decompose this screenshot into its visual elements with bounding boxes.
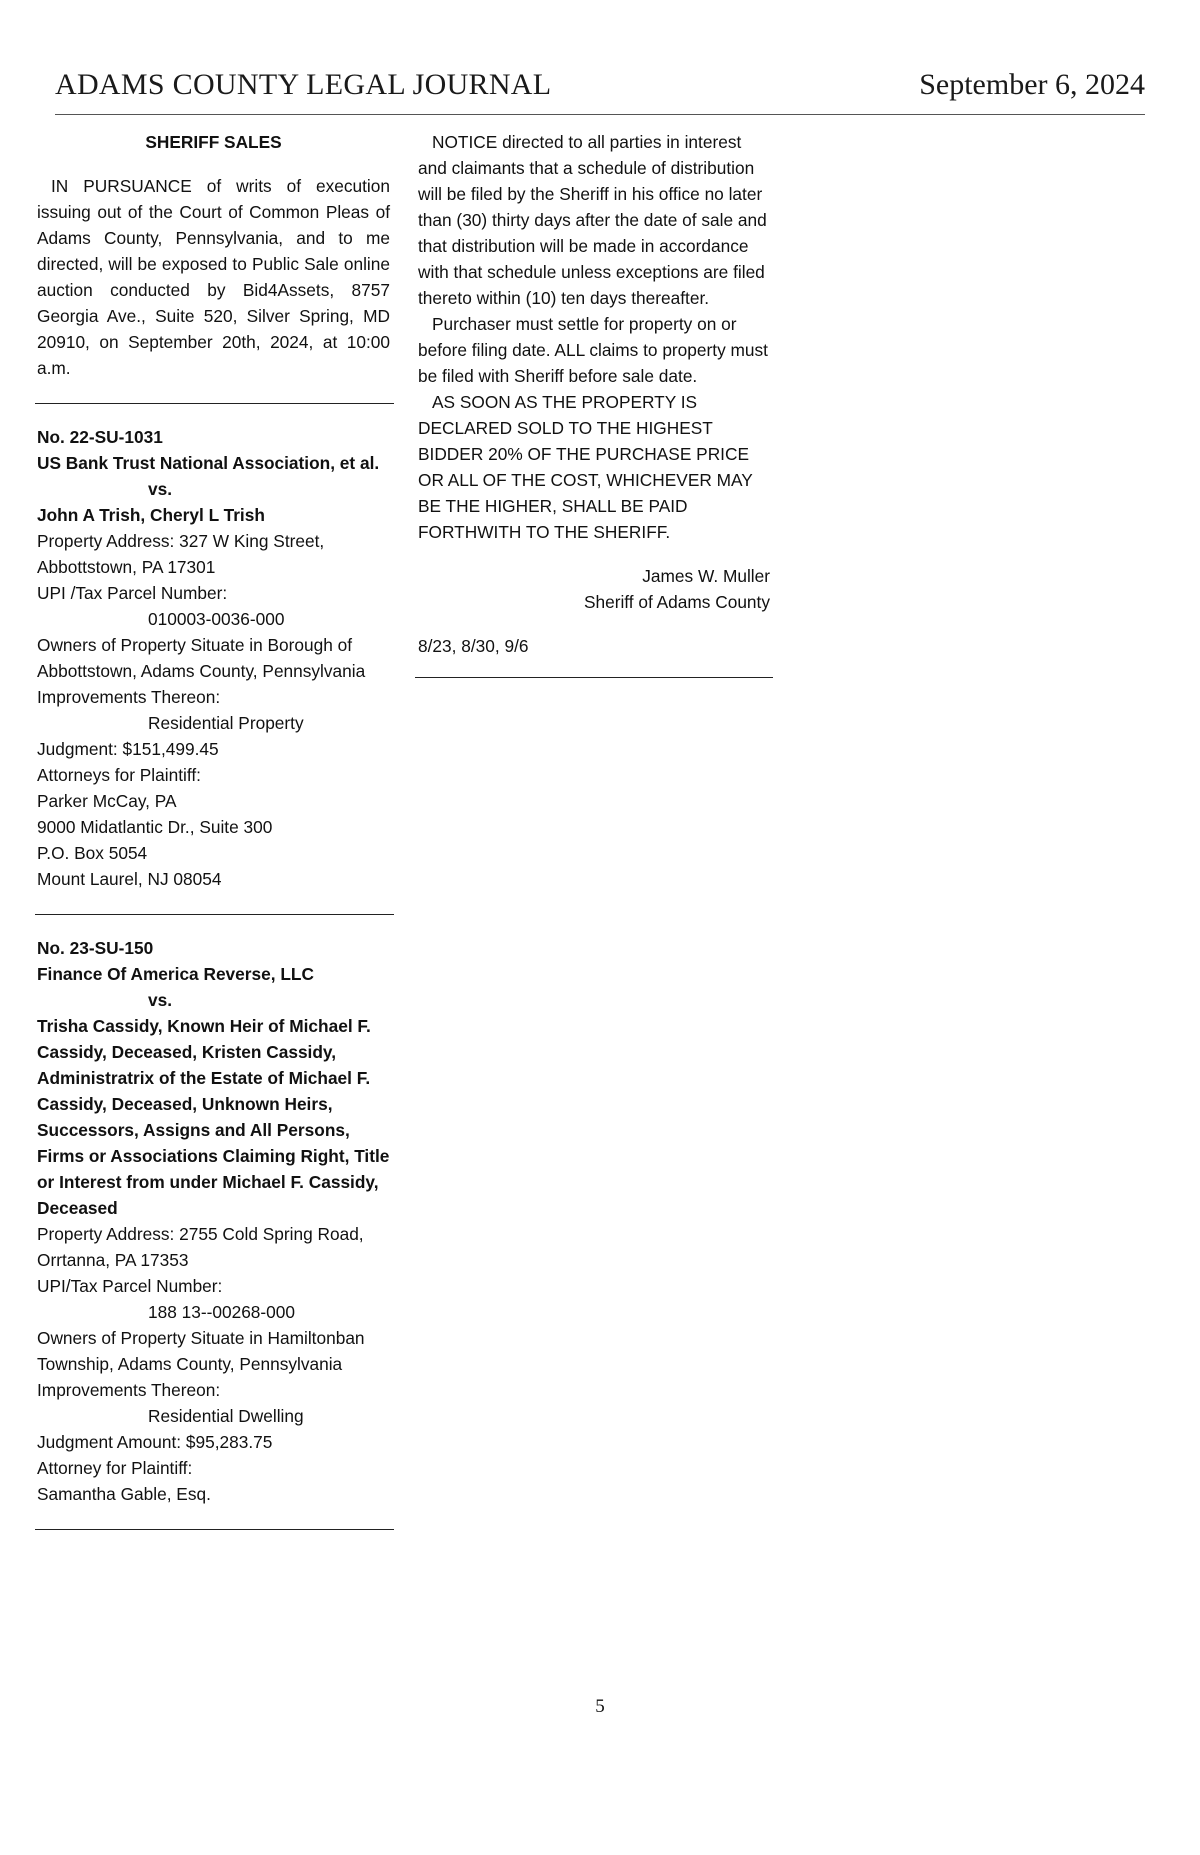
defendant: John A Trish, Cheryl L Trish — [37, 505, 265, 525]
purchaser-notice: Purchaser must settle for property on or before filing date. ALL claims to property must be filed with Sheriff before sale date. — [418, 314, 768, 386]
judgment: Judgment Amount: $95,283.75 — [37, 1432, 273, 1452]
publication-dates: 8/23, 8/30, 9/6 — [418, 636, 529, 656]
section-divider — [35, 1529, 394, 1530]
section-divider — [415, 677, 773, 678]
distribution-notice: NOTICE directed to all parties in interest and claimants that a schedule of distribution will be filed by the Sheriff in his office no later than (30) thirty days after the date of sale and that distribution will be made in accordance with that schedule unless exceptions are filed thereto within (10) ten days thereafter. — [418, 132, 767, 308]
upi-value: 188 13--00268-000 — [148, 1302, 296, 1322]
improvements-value: Residential Dwelling — [148, 1406, 304, 1426]
attorney-name: Samantha Gable, Esq. — [37, 1484, 211, 1504]
upi-label: UPI/Tax Parcel Number: — [37, 1276, 223, 1296]
improvements-label: Improvements Thereon: — [37, 1380, 221, 1400]
section-title: SHERIFF SALES — [145, 132, 282, 152]
improvements-label: Improvements Thereon: — [37, 687, 221, 707]
attorney-label: Attorney for Plaintiff: — [37, 1458, 193, 1478]
property-address-city: Abbottstown, PA 17301 — [37, 557, 216, 577]
property-address: Property Address: 2755 Cold Spring Road, — [37, 1224, 364, 1244]
owners-line: Abbottstown, Adams County, Pennsylvania — [37, 661, 366, 681]
attorney-address: 9000 Midatlantic Dr., Suite 300 — [37, 817, 273, 837]
owners-line: Owners of Property Situate in Hamiltonban — [37, 1328, 365, 1348]
attorney-name: Parker McCay, PA — [37, 791, 177, 811]
case-listing-1 — [37, 424, 390, 892]
upi-label: UPI /Tax Parcel Number: — [37, 583, 228, 603]
signature-title: Sheriff of Adams County — [583, 592, 770, 612]
plaintiff: Finance Of America Reverse, LLC — [37, 964, 314, 984]
sheriff-sale-intro: IN PURSUANCE of writs of execution issuing out of the Court of Common Pleas of Adams County, Pennsylvania, and to me directed, will be exposed to Public Sale online auction conducted by Bid4Assets, 8757 Georgia Ave., Suite 520, Silver Spring, MD 20910, on September 20th, 2024, at 10:00 a.m. — [37, 176, 390, 378]
left-column — [37, 129, 390, 1530]
page-number: 5 — [595, 1696, 605, 1717]
attorney-address: Mount Laurel, NJ 08054 — [37, 869, 222, 889]
improvements-value: Residential Property — [148, 713, 304, 733]
journal-title: ADAMS COUNTY LEGAL JOURNAL — [55, 68, 552, 101]
journal-masthead — [55, 62, 1145, 115]
sale-payment-notice: AS SOON AS THE PROPERTY IS DECLARED SOLD TO THE HIGHEST BIDDER 20% OF THE PURCHASE PRICE OR ALL OF THE COST, WHICHEVER MAY BE THE HIGHER, SHALL BE PAID FORTHWITH TO THE SHERIFF. — [418, 392, 753, 542]
versus: vs. — [148, 479, 173, 499]
attorney-address: P.O. Box 5054 — [37, 843, 148, 863]
owners-line: Owners of Property Situate in Borough of — [37, 635, 353, 655]
issue-date: September 6, 2024 — [919, 68, 1145, 101]
attorneys-label: Attorneys for Plaintiff: — [37, 765, 201, 785]
owners-line: Township, Adams County, Pennsylvania — [37, 1354, 343, 1374]
property-address-city: Orrtanna, PA 17353 — [37, 1250, 189, 1270]
signature-name: James W. Muller — [642, 566, 770, 586]
case-number: No. 22-SU-1031 — [37, 427, 163, 447]
right-column — [418, 129, 770, 678]
judgment: Judgment: $151,499.45 — [37, 739, 219, 759]
defendant: Trisha Cassidy, Known Heir of Michael F. Cassidy, Deceased, Kristen Cassidy, Administratrix of the Estate of Michael F. Cassidy, Deceased, Unknown Heirs, Successors, Assigns and All Persons, Firms or Associations Claiming Right, Title or Interest from under Michael F. Cassidy, Deceased — [37, 1016, 390, 1218]
upi-value: 010003-0036-000 — [148, 609, 285, 629]
case-listing-2 — [37, 935, 390, 1507]
plaintiff: US Bank Trust National Association, et al. — [37, 453, 380, 473]
versus: vs. — [148, 990, 173, 1010]
case-number: No. 23-SU-150 — [37, 938, 154, 958]
property-address: Property Address: 327 W King Street, — [37, 531, 325, 551]
